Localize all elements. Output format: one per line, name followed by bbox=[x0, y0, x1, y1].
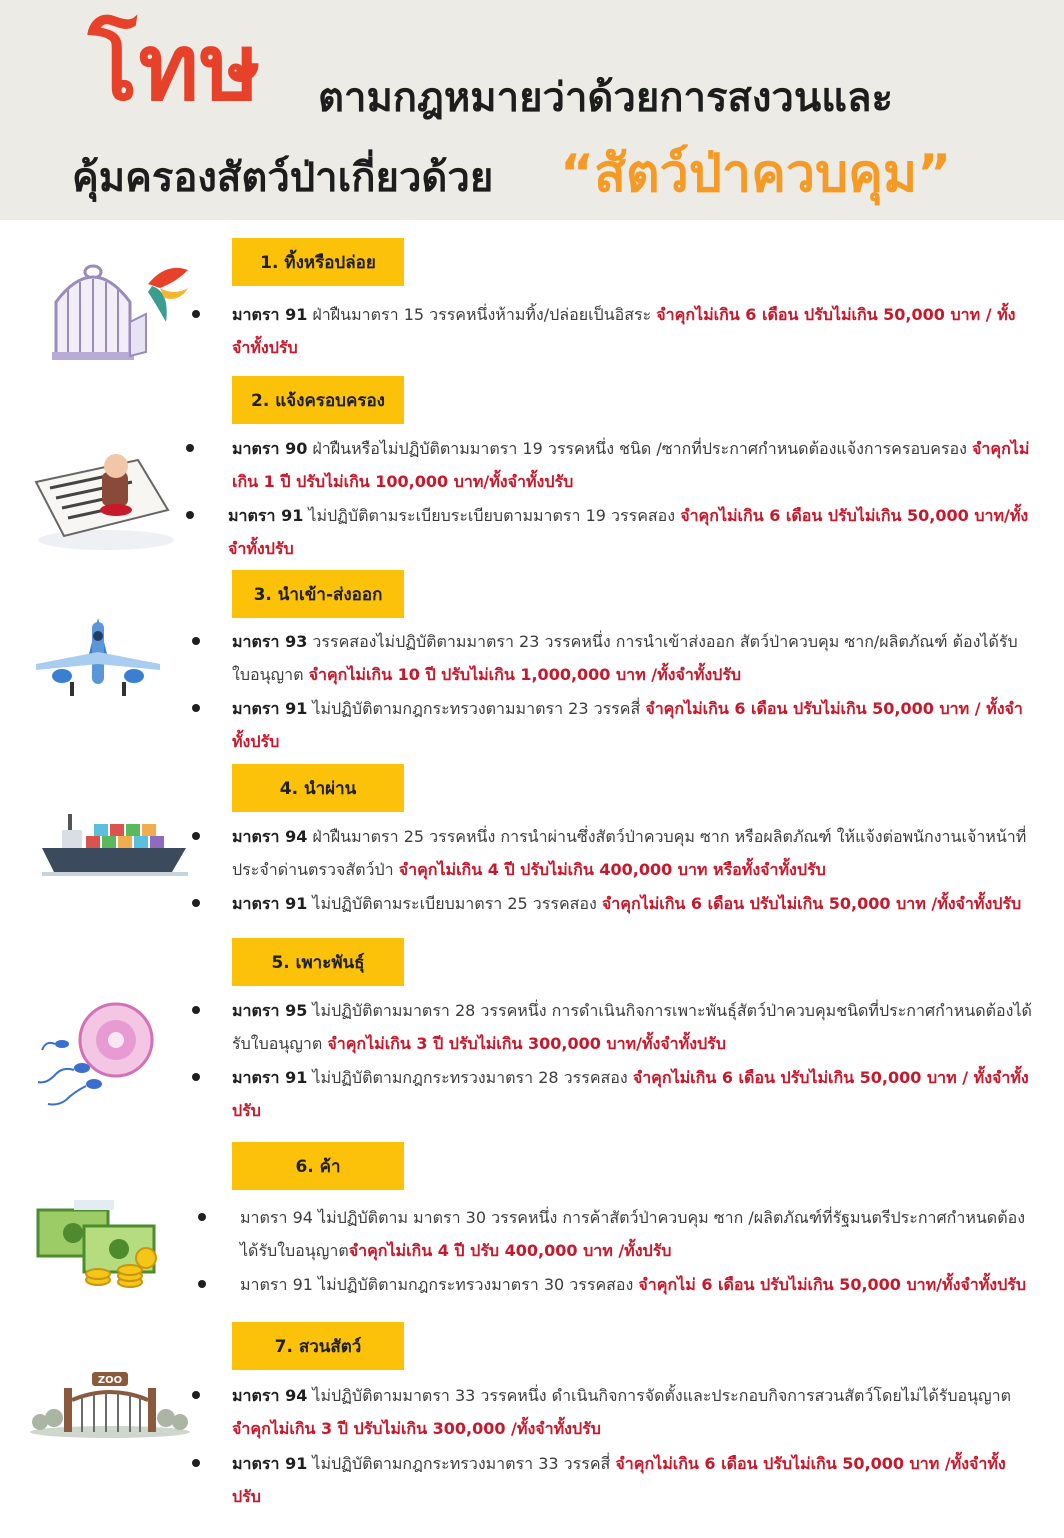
penalty-text: จำคุกไม่เกิน 6 เดือน ปรับไม่เกิน 50,000 บาท /ทั้งจำทั้งปรับ bbox=[601, 894, 1022, 913]
document-stamp-icon bbox=[28, 452, 178, 552]
bullet-icon bbox=[192, 704, 200, 712]
penalty-text: จำคุกไม่เกิน 6 เดือน ปรับไม่เกิน 50,000 บาท / ทั้งจำทั้งปรับ bbox=[232, 305, 1016, 357]
breeding-cell-icon bbox=[34, 1000, 164, 1110]
penalty-text: จำคุกไม่เกิน 1 ปี ปรับไม่เกิน 100,000 บาท/ทั้งจำทั้งปรับ bbox=[232, 439, 1030, 491]
title-line-2: คุ้มครองสัตว์ป่าเกี่ยวด้วย bbox=[72, 155, 494, 201]
zoo-sign-text: ZOO bbox=[97, 1375, 123, 1386]
article-number: มาตรา 91 bbox=[232, 1068, 308, 1087]
penalty-item bbox=[240, 1201, 1034, 1267]
bullet-icon bbox=[192, 899, 200, 907]
article-number: มาตรา 94 bbox=[232, 827, 308, 846]
article-text: ไม่ปฏิบัติตามระเบียบมาตรา 25 วรรคสอง bbox=[307, 894, 602, 913]
header-banner bbox=[0, 0, 1064, 220]
bullet-icon bbox=[192, 310, 200, 318]
article-number: มาตรา 91 bbox=[228, 506, 304, 525]
penalty-text: จำคุกไม่เกิน 4 ปี ปรับ 400,000 บาท /ทั้งปรับ bbox=[348, 1241, 672, 1260]
penalty-text: จำคุกไม่เกิน 3 ปี ปรับไม่เกิน 300,000 บาท/ทั้งจำทั้งปรับ bbox=[327, 1034, 726, 1053]
money-coins-icon bbox=[34, 1196, 162, 1288]
penalty-text: จำคุกไม่เกิน 6 เดือน ปรับไม่เกิน 50,000 บาท /ทั้งจำทั้งปรับ bbox=[232, 1454, 1006, 1506]
article-text: มาตรา 94 ไม่ปฏิบัติตาม มาตรา 30 วรรคหนึ่ง การค้าสัตว์ป่าควบคุม ซาก /ผลิตภัณฑ์ที่รัฐมนตรีประกาศกำหนดต้องได้รับใบอนุญาต bbox=[240, 1208, 1025, 1260]
title-line-1: ตามกฎหมายว่าด้วยการสงวนและ bbox=[318, 75, 893, 121]
penalty-text: จำคุกไม่เกิน 10 ปี ปรับไม่เกิน 1,000,000 บาท /ทั้งจำทั้งปรับ bbox=[308, 665, 742, 684]
penalty-item bbox=[232, 692, 1032, 758]
article-number: มาตรา 91 bbox=[232, 894, 308, 913]
bullet-icon bbox=[192, 1459, 200, 1467]
article-text: ไม่ปฏิบัติตามมาตรา 28 วรรคหนึ่ง การดำเนินกิจการเพาะพันธุ์สัตว์ป่าควบคุมชนิดที่ประกาศกำหนดต้องได้รับใบอนุญาต bbox=[232, 1001, 1032, 1053]
penalty-text: จำคุกไม่เกิน 6 เดือน ปรับไม่เกิน 50,000 บาท / ทั้งจำทั้งปรับ bbox=[232, 1068, 1029, 1120]
section-label: 5. เพาะพันธุ์ bbox=[232, 938, 404, 986]
article-text: ไม่ปฏิบัติตามกฎกระทรวงมาตรา 33 วรรคสี่ bbox=[307, 1454, 616, 1473]
bullet-icon bbox=[186, 444, 194, 452]
article-text: ฝ่าฝืนมาตรา 25 วรรคหนึ่ง การนำผ่านซึ่งสัตว์ป่าควบคุม ซาก หรือผลิตภัณฑ์ ให้แจ้งต่อพนักงานเจ้าหน้าที่ประจำด่านตรวจสัตว์ป่า bbox=[232, 827, 1027, 879]
penalty-item bbox=[232, 432, 1032, 498]
title-word: โทษ bbox=[88, 14, 262, 121]
bullet-icon bbox=[192, 832, 200, 840]
penalty-text: จำคุกไม่เกิน 3 ปี ปรับไม่เกิน 300,000 /ทั้งจำทั้งปรับ bbox=[232, 1419, 601, 1438]
cargo-ship-icon bbox=[40, 812, 190, 882]
penalty-item bbox=[232, 625, 1032, 691]
section-label: 3. นำเข้า-ส่งออก bbox=[232, 570, 404, 618]
penalty-text: จำคุกไม่เกิน 6 เดือน ปรับไม่เกิน 50,000 บาท/ทั้งจำทั้งปรับ bbox=[228, 506, 1029, 558]
article-number: มาตรา 90 bbox=[232, 439, 308, 458]
penalty-text: จำคุกไม่ 6 เดือน ปรับไม่เกิน 50,000 บาท/ทั้งจำทั้งปรับ bbox=[638, 1275, 1027, 1294]
article-text: วรรคสองไม่ปฏิบัติตามมาตรา 23 วรรคหนึ่ง การนำเข้าส่งออก สัตว์ป่าควบคุม ซาก/ผลิตภัณฑ์ ต้องได้รับใบอนุญาต bbox=[232, 632, 1018, 684]
article-number: มาตรา 95 bbox=[232, 1001, 308, 1020]
title-highlight: “สัตว์ป่าควบคุม” bbox=[560, 144, 952, 204]
article-number: มาตรา 91 bbox=[232, 699, 308, 718]
penalty-item bbox=[232, 1061, 1032, 1127]
section-label: 6. ค้า bbox=[232, 1142, 404, 1190]
article-text: ฝ่าฝืนหรือไม่ปฏิบัติตามมาตรา 19 วรรคหนึ่ง ชนิด /ซากที่ประกาศกำหนดต้องแจ้งการครอบครอง bbox=[307, 439, 973, 458]
penalty-item bbox=[232, 994, 1032, 1060]
bullet-icon bbox=[192, 1006, 200, 1014]
article-number: มาตรา 91 bbox=[232, 1454, 308, 1473]
zoo-gate-icon bbox=[26, 1370, 194, 1440]
penalty-item bbox=[240, 1268, 1034, 1301]
bullet-icon bbox=[198, 1280, 206, 1288]
bullet-icon bbox=[186, 511, 194, 519]
article-text: ไม่ปฏิบัติตามมาตรา 33 วรรคหนึ่ง ดำเนินกิจการจัดตั้งและประกอบกิจการสวนสัตว์โดยไม่ได้รับอนุญาต bbox=[307, 1386, 1012, 1405]
article-text: ไม่ปฏิบัติตามกฎกระทรวงตามมาตรา 23 วรรคสี่ bbox=[307, 699, 646, 718]
bullet-icon bbox=[192, 1391, 200, 1399]
section-label: 4. นำผ่าน bbox=[232, 764, 404, 812]
penalty-item bbox=[232, 1447, 1032, 1513]
article-number: มาตรา 91 bbox=[232, 305, 308, 324]
section-label: 1. ทิ้งหรือปล่อย bbox=[232, 238, 404, 286]
penalty-item bbox=[232, 820, 1032, 886]
bird-cage-icon bbox=[48, 252, 198, 367]
penalty-item bbox=[228, 499, 1034, 565]
penalty-item bbox=[232, 298, 1032, 364]
bullet-icon bbox=[198, 1213, 206, 1221]
section-label: 7. สวนสัตว์ bbox=[232, 1322, 404, 1370]
penalty-item bbox=[232, 887, 1032, 920]
article-text: ไม่ปฏิบัติตามระเบียบระเบียบตามมาตรา 19 วรรคสอง bbox=[303, 506, 681, 525]
article-text: ฝ่าฝืนมาตรา 15 วรรคหนึ่งห้ามทิ้ง/ปล่อยเป็นอิสระ bbox=[307, 305, 657, 324]
bullet-icon bbox=[192, 1073, 200, 1081]
penalty-item bbox=[232, 1379, 1032, 1445]
article-number: มาตรา 94 bbox=[232, 1386, 308, 1405]
bullet-icon bbox=[192, 637, 200, 645]
section-label: 2. แจ้งครอบครอง bbox=[232, 376, 404, 424]
penalty-text: จำคุกไม่เกิน 4 ปี ปรับไม่เกิน 400,000 บาท หรือทั้งจำทั้งปรับ bbox=[398, 860, 826, 879]
airplane-icon bbox=[28, 618, 168, 702]
article-text: มาตรา 91 ไม่ปฏิบัติตามกฎกระทรวงมาตรา 30 วรรคสอง bbox=[240, 1275, 639, 1294]
article-text: ไม่ปฏิบัติตามกฎกระทรวงมาตรา 28 วรรคสอง bbox=[307, 1068, 633, 1087]
penalty-text: จำคุกไม่เกิน 6 เดือน ปรับไม่เกิน 50,000 บาท / ทั้งจำทั้งปรับ bbox=[232, 699, 1023, 751]
article-number: มาตรา 93 bbox=[232, 632, 308, 651]
